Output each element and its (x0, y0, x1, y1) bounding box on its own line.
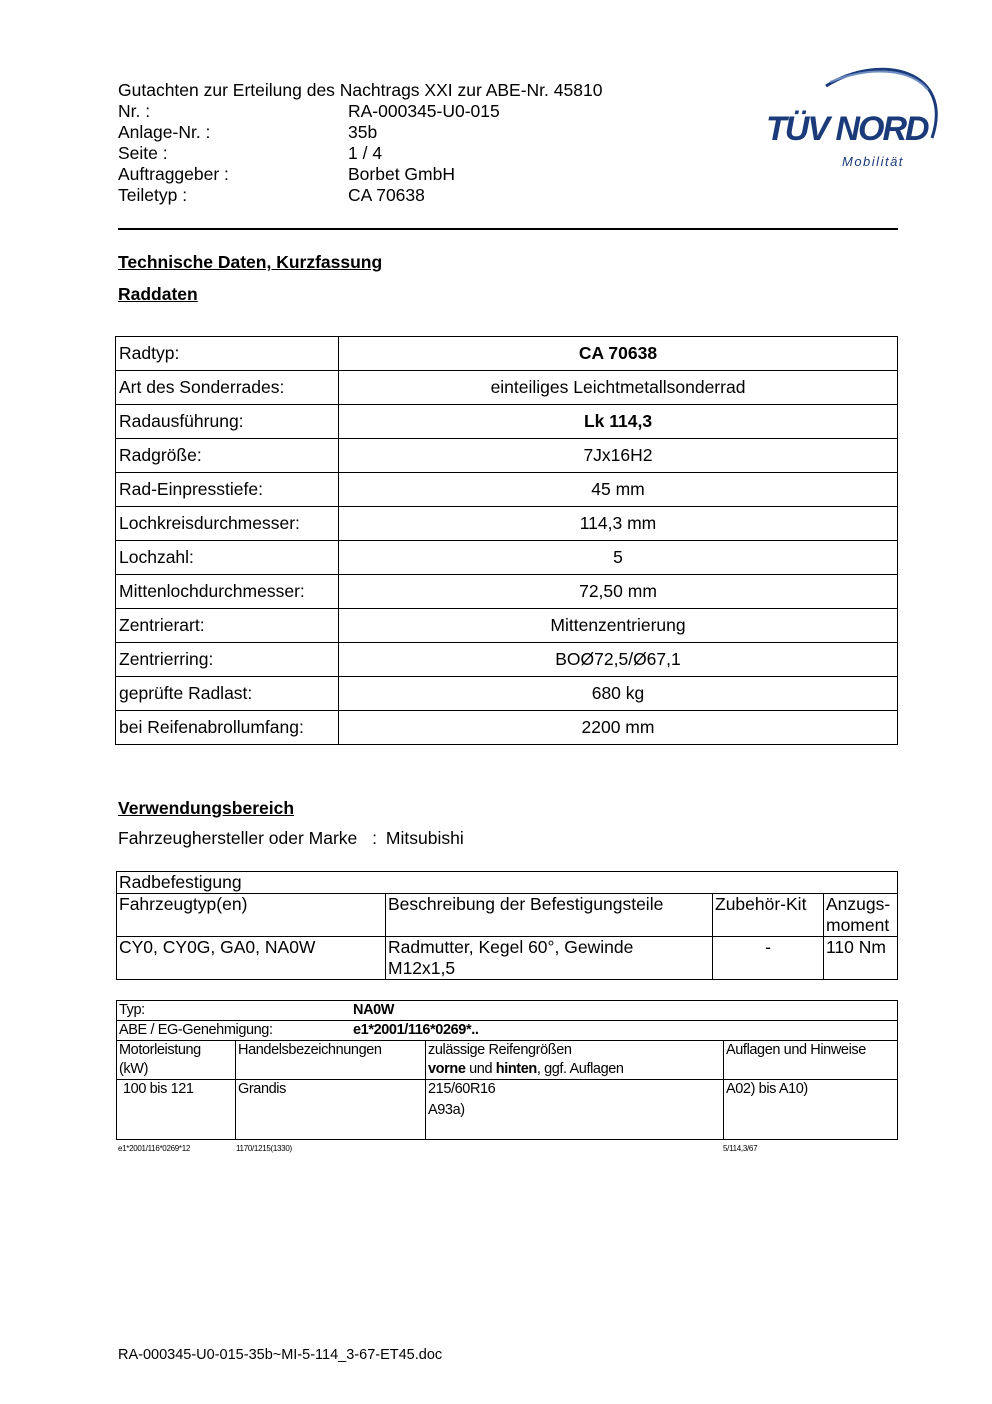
table-row (117, 1080, 898, 1140)
row-value: 5 (339, 541, 898, 575)
header-text: , ggf. Auflagen (536, 1061, 624, 1077)
marke-label: Fahrzeughersteller oder Marke (118, 828, 358, 848)
header-row (118, 122, 602, 143)
table-cell: - (713, 937, 824, 980)
table-cell (426, 1080, 724, 1140)
table-header-row (117, 894, 898, 937)
row-label: geprüfte Radlast: (116, 677, 339, 711)
row-value: 45 mm (339, 473, 898, 507)
table-cell: Grandis (236, 1080, 426, 1140)
typ-table (116, 1000, 898, 1140)
header-line: zulässige Reifengrößen (428, 1042, 572, 1058)
header-bold: vorne (428, 1061, 466, 1077)
column-header (824, 894, 898, 937)
header-row (118, 164, 602, 185)
typ-footer-code: e1*2001/116*0269*12 (118, 1144, 191, 1153)
table-row (116, 507, 898, 541)
header-line: (kW) (119, 1061, 148, 1077)
row-label: Zentrierring: (116, 643, 339, 677)
header-value: Borbet GmbH (348, 164, 455, 184)
column-header: Auflagen und Hinweise (724, 1041, 898, 1080)
row-value: Mittenzentrierung (339, 609, 898, 643)
table-cell: 110 Nm (824, 937, 898, 980)
section-subtitle: Raddaten (118, 284, 198, 304)
header-divider (118, 228, 898, 230)
document-header (118, 80, 602, 206)
table-header-row (117, 1041, 898, 1080)
row-value: 2200 mm (339, 711, 898, 745)
document-filename: RA-000345-U0-015-35b~MI-5-114_3-67-ET45.doc (118, 1347, 443, 1363)
marke-line (118, 828, 464, 849)
column-header: Zubehör-Kit (713, 894, 824, 937)
section-title: Technische Daten, Kurzfassung (118, 252, 383, 272)
header-label: Anlage-Nr. : (118, 122, 211, 142)
document-title: Gutachten zur Erteilung des Nachtrags XXI zur ABE-Nr. 45810 (118, 80, 603, 100)
table-row (117, 1001, 898, 1021)
header-row (118, 101, 602, 122)
table-cell: 100 bis 121 (117, 1080, 236, 1140)
typ-line (117, 1001, 898, 1021)
abe-line (117, 1021, 898, 1041)
table-row (116, 677, 898, 711)
typ-value: NA0W (353, 1002, 395, 1018)
row-label: Zentrierart: (116, 609, 339, 643)
table-row (116, 337, 898, 371)
row-value: 7Jx16H2 (339, 439, 898, 473)
column-header (117, 1041, 236, 1080)
header-line: moment (826, 915, 890, 935)
column-header: Beschreibung der Befestigungsteile (386, 894, 713, 937)
header-label: Auftraggeber : (118, 164, 229, 184)
row-label: Rad-Einpresstiefe: (116, 473, 339, 507)
abe-label: ABE / EG-Genehmigung: (119, 1022, 273, 1038)
row-value: 72,50 mm (339, 575, 898, 609)
table-row (117, 1021, 898, 1041)
header-line: Motorleistung (119, 1042, 201, 1058)
table-caption: Radbefestigung (117, 872, 898, 894)
column-header (426, 1041, 724, 1080)
row-label: Lochkreisdurchmesser: (116, 507, 339, 541)
cell-line: M12x1,5 (388, 958, 456, 978)
logo-sub: Mobilität (842, 154, 904, 169)
typ-footer-code: 5/114,3/67 (723, 1144, 758, 1153)
row-label: Lochzahl: (116, 541, 339, 575)
table-row (116, 643, 898, 677)
header-label: Teiletyp : (118, 185, 188, 205)
logo-brand: TÜV NORD (766, 110, 928, 148)
cell-line: Radmutter, Kegel 60°, Gewinde (388, 937, 634, 957)
table-cell (386, 937, 713, 980)
table-cell: A02) bis A10) (724, 1080, 898, 1140)
table-row (116, 473, 898, 507)
header-bold: hinten (495, 1061, 537, 1077)
row-label: bei Reifenabrollumfang: (116, 711, 339, 745)
row-value: Lk 114,3 (339, 405, 898, 439)
header-value: 35b (348, 122, 378, 142)
row-label: Art des Sonderrades: (116, 371, 339, 405)
header-line (428, 1060, 721, 1079)
cell-line: A93a) (428, 1102, 465, 1118)
table-row (116, 371, 898, 405)
header-value: RA-000345-U0-015 (348, 101, 500, 121)
header-row (118, 143, 602, 164)
row-label: Mittenlochdurchmesser: (116, 575, 339, 609)
table-row (116, 711, 898, 745)
marke-value: Mitsubishi (385, 828, 464, 848)
header-line: Anzugs- (826, 894, 891, 914)
row-value: BOØ72,5/Ø67,1 (339, 643, 898, 677)
header-value: 1 / 4 (348, 143, 383, 163)
marke-separator: : (372, 828, 378, 848)
abe-value: e1*2001/116*0269*.. (353, 1022, 479, 1038)
table-row (116, 575, 898, 609)
column-header: Fahrzeugtyp(en) (117, 894, 386, 937)
befestigung-table (116, 871, 898, 980)
cell-line: 215/60R16 (428, 1081, 496, 1097)
typ-footer-code: 1170/1215(1330) (236, 1144, 292, 1153)
row-value: CA 70638 (339, 337, 898, 371)
table-row (116, 439, 898, 473)
column-header: Handelsbezeichnungen (236, 1041, 426, 1080)
row-value: 680 kg (339, 677, 898, 711)
table-cell: CY0, CY0G, GA0, NA0W (117, 937, 386, 980)
table-row (117, 872, 898, 894)
row-label: Radausführung: (116, 405, 339, 439)
table-row (116, 541, 898, 575)
row-label: Radgröße: (116, 439, 339, 473)
header-label: Nr. : (118, 101, 151, 121)
tuv-nord-logo (760, 60, 950, 175)
typ-label: Typ: (119, 1002, 145, 1018)
header-text: und (465, 1061, 496, 1077)
table-row (116, 609, 898, 643)
section-title: Verwendungsbereich (118, 798, 295, 818)
table-row (116, 405, 898, 439)
header-value: CA 70638 (348, 185, 425, 205)
row-value: 114,3 mm (339, 507, 898, 541)
row-label: Radtyp: (116, 337, 339, 371)
table-row (117, 937, 898, 980)
raddaten-table (115, 336, 898, 745)
header-label: Seite : (118, 143, 168, 163)
row-value: einteiliges Leichtmetallsonderrad (339, 371, 898, 405)
header-row (118, 185, 602, 206)
logo-arc-icon (760, 60, 950, 175)
